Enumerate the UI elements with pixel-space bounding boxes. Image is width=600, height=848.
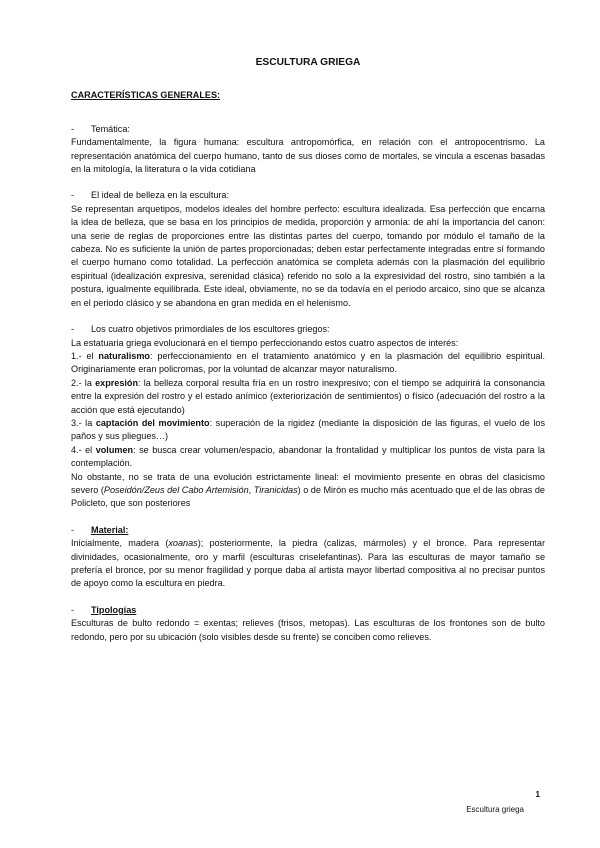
- paragraph: No obstante, no se trata de una evolución estrictamente lineal: el movimiento presente en obras del clasicismo severo (Poseidón/Zeus del Cabo Artemisión, Tiranicidas) o de Mirón es mucho más acentuado que el de las obras de Policleto, que son posteriores: [71, 471, 545, 509]
- section-ideal-belleza: [71, 189, 545, 310]
- section-heading: Tipologías: [91, 604, 137, 615]
- bullet-dash: -: [71, 190, 75, 201]
- paragraph: Esculturas de bulto redondo = exentas; relieves (frisos, metopas). Las esculturas de los frontones son de bulto redondo, pero por su ubicación (solo visibles desde su frente) se conciben como relieves.: [71, 618, 545, 642]
- footer-label: Escultura griega: [466, 805, 524, 814]
- paragraph: Fundamentalmente, la figura humana: escultura antropomórfica, en relación con el antropocentrismo. La representación anatómica del cuerpo humano, tanto de sus dioses como de mortales, se vincula a escenas basadas en la mitología, la literatura o la vida cotidiana: [71, 137, 545, 175]
- paragraph: Se representan arquetipos, modelos ideales del hombre perfecto: escultura idealizada. Esa perfección que encarna la idea de belleza, que se basa en los principios de medida, proporción y armonía: de ahí la importancia del canon: una serie de reglas de proporciones entre las distintas partes del cuerpo, tomando por módulo el tamaño de la cabeza. No es suficiente la unión de partes proporcionadas; deben estar perfectamente integradas entre sí formando el cuerpo humano como totalidad. La perfección anatómica se completa además con la plasmación del equilibrio espiritual (idealización expresiva, serenidad clásica) referido no solo a la expresividad del rostro, sino también a la postura, igualmente equilibrada. Este ideal, obviamente, no se da todavía en el periodo arcaico, sino que se alcanza en el periodo clásico y se abandona en gran medida en el helenismo.: [71, 203, 545, 308]
- bullet-dash: -: [71, 123, 75, 134]
- bullet-dash: -: [71, 524, 75, 535]
- bullet-dash: -: [71, 604, 75, 615]
- list-item: 3.- la captación del movimiento: superación de la rigidez (mediante la disposición de las figuras, el vuelo de los paños y sus pliegues…): [71, 417, 545, 442]
- document-page: [71, 56, 545, 657]
- section-material: [71, 524, 545, 591]
- list-item: 1.- el naturalismo: perfeccionamiento en el tratamiento anatómico y en la plasmación del equilibrio espiritual. Originariamente eran policromas, por la voluntad de alcanzar mayor naturalismo.: [71, 350, 545, 375]
- list-item: 4.- el volumen: se busca crear volumen/espacio, abandonar la frontalidad y multiplicar los puntos de vista para la contemplación.: [71, 444, 545, 469]
- section-tipologias: [71, 604, 545, 644]
- paragraph-intro: La estatuaria griega evolucionará en el tiempo perfeccionando estos cuatro aspectos de interés:: [71, 337, 459, 348]
- section-heading: Los cuatro objetivos primordiales de los escultores griegos:: [91, 324, 330, 335]
- section-heading: Temática:: [91, 123, 130, 134]
- bullet-dash: -: [71, 324, 75, 335]
- page-number: 1: [535, 790, 540, 799]
- section-heading: El ideal de belleza en la escultura:: [91, 190, 230, 201]
- list-item: 2.- la expresión: la belleza corporal resulta fría en un rostro inexpresivo; con el tiempo se adquirirá la consonancia entre la expresión del rostro y el estado anímico (exteriorización de sentimientos) o físico (adecuación del rostro a la acción que está ejecutando): [71, 377, 545, 415]
- document-title: ESCULTURA GRIEGA: [255, 57, 361, 68]
- section-tematica: [71, 123, 545, 177]
- section-subtitle: CARACTERÍSTICAS GENERALES:: [71, 90, 221, 101]
- section-objetivos: [71, 323, 545, 511]
- section-heading: Material:: [91, 524, 129, 535]
- paragraph: Inicialmente, madera (xoanas); posteriormente, la piedra (calizas, mármoles) y el bronce. Para representar divinidades, ocasionalmente, oro y marfil (esculturas criselefantinas). Para las esculturas de mayor tamaño se prefería el bronce, por su menor fragilidad y porque daba al artista mayor libertad compositiva al no precisar puntos de apoyo como la escultura en piedra.: [71, 538, 546, 589]
